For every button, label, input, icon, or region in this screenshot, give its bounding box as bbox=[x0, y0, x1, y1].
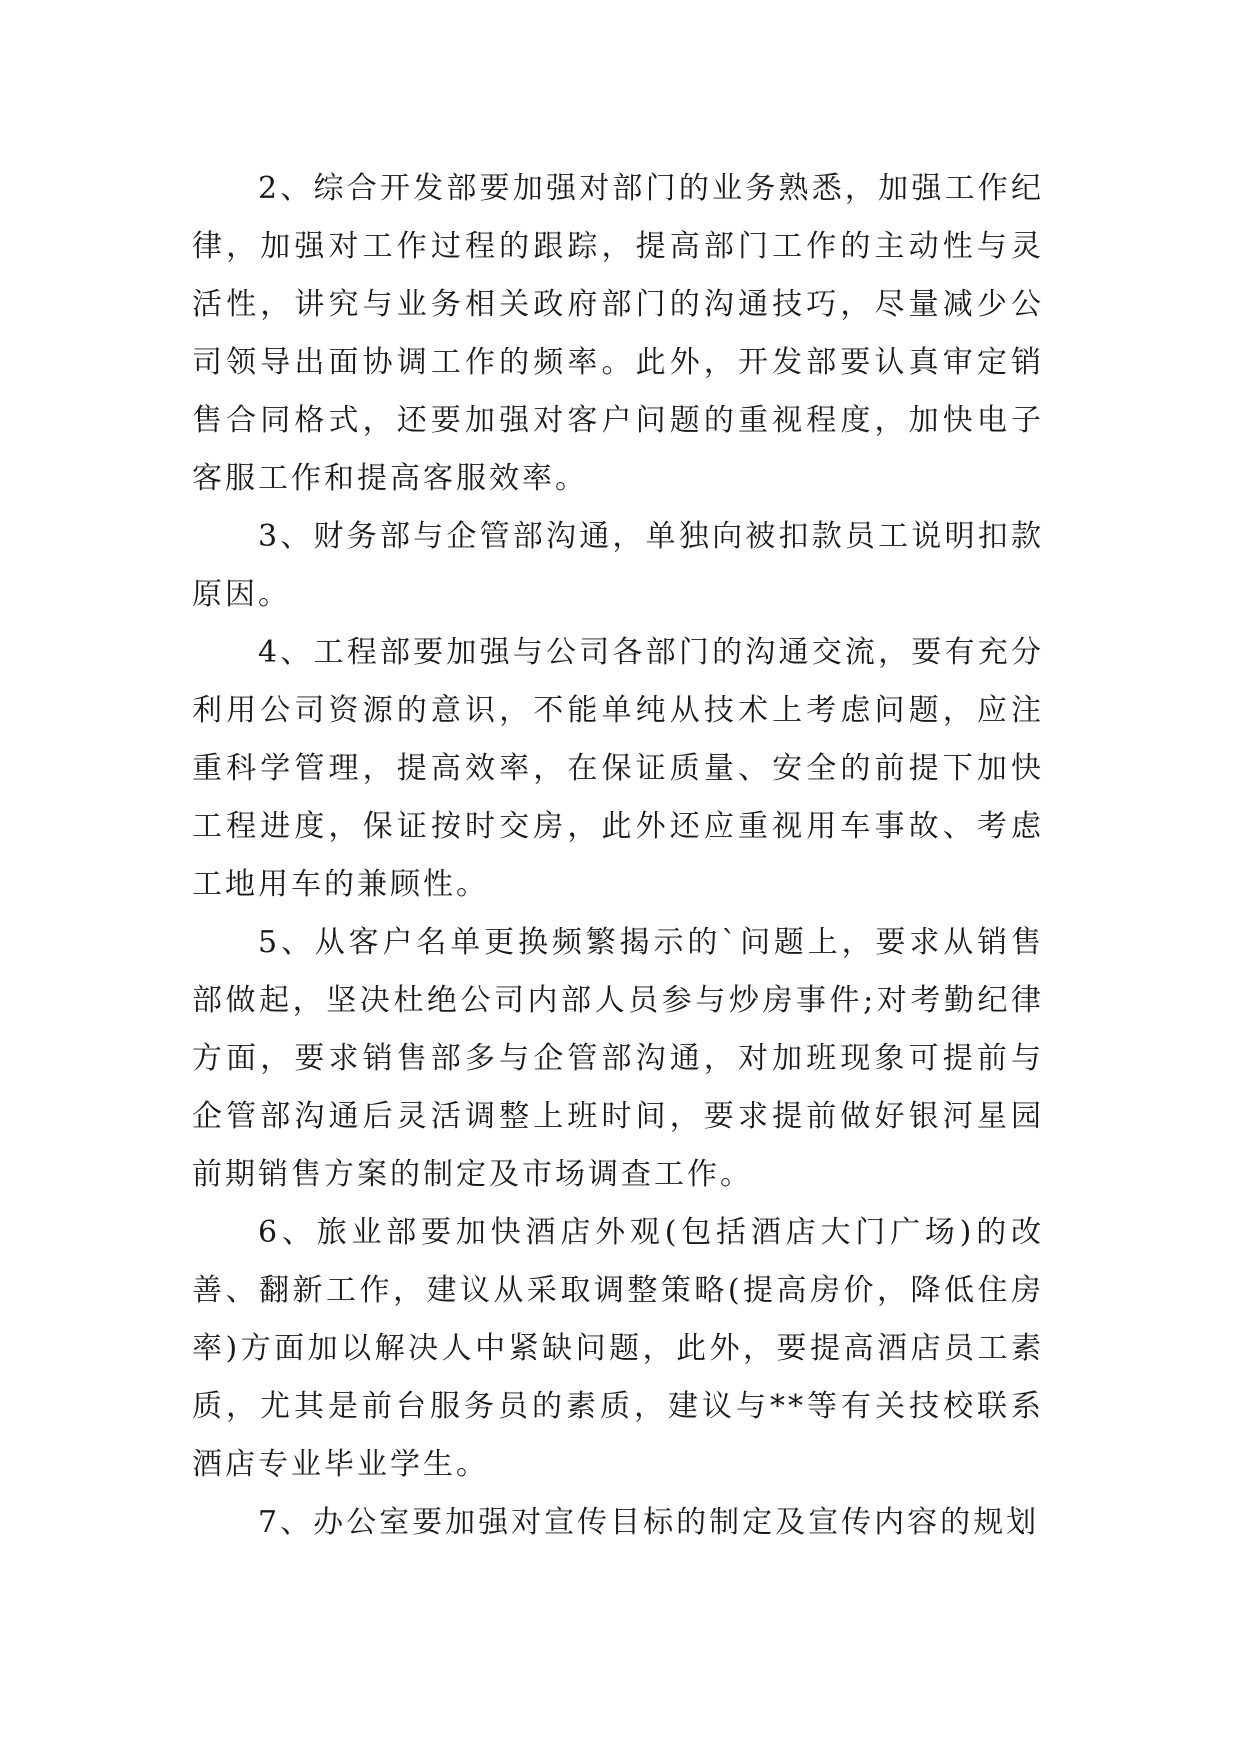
paragraph-item-5: 5、从客户名单更换频繁揭示的`问题上，要求从销售部做起，坚决杜绝公司内部人员参与炒房事件;对考勤纪律方面，要求销售部多与企管部沟通，对加班现象可提前与企管部沟通后灵活调整上班时间，要求提前做好银河星园前期销售方案的制定及市场调查工作。 bbox=[192, 925, 1044, 1192]
paragraph-item-4: 4、工程部要加强与公司各部门的沟通交流，要有充分利用公司资源的意识，不能单纯从技术上考虑问题，应注重科学管理，提高效率，在保证质量、安全的前提下加快工程进度，保证按时交房，此外还应重视用车事故、考虑工地用车的兼顾性。 bbox=[192, 635, 1044, 902]
paragraph-item-2: 2、综合开发部要加强对部门的业务熟悉，加强工作纪律，加强对工作过程的跟踪，提高部门工作的主动性与灵活性，讲究与业务相关政府部门的沟通技巧，尽量减少公司领导出面协调工作的频率。此外，开发部要认真审定销售合同格式，还要加强对客户问题的重视程度，加快电子客服工作和提高客服效率。 bbox=[192, 171, 1044, 496]
paragraph-item-3: 3、财务部与企管部沟通，单独向被扣款员工说明扣款原因。 bbox=[192, 519, 1044, 612]
paragraph-item-6: 6、旅业部要加快酒店外观(包括酒店大门广场)的改善、翻新工作，建议从采取调整策略(提高房价，降低住房率)方面加以解决人中紧缺问题，此外，要提高酒店员工素质，尤其是前台服务员的素质，建议与**等有关技校联系酒店专业毕业学生。 bbox=[192, 1215, 1044, 1482]
document-body bbox=[192, 160, 1044, 1552]
paragraph-item-7: 7、办公室要加强对宣传目标的制定及宣传内容的规划 bbox=[258, 1505, 1040, 1540]
